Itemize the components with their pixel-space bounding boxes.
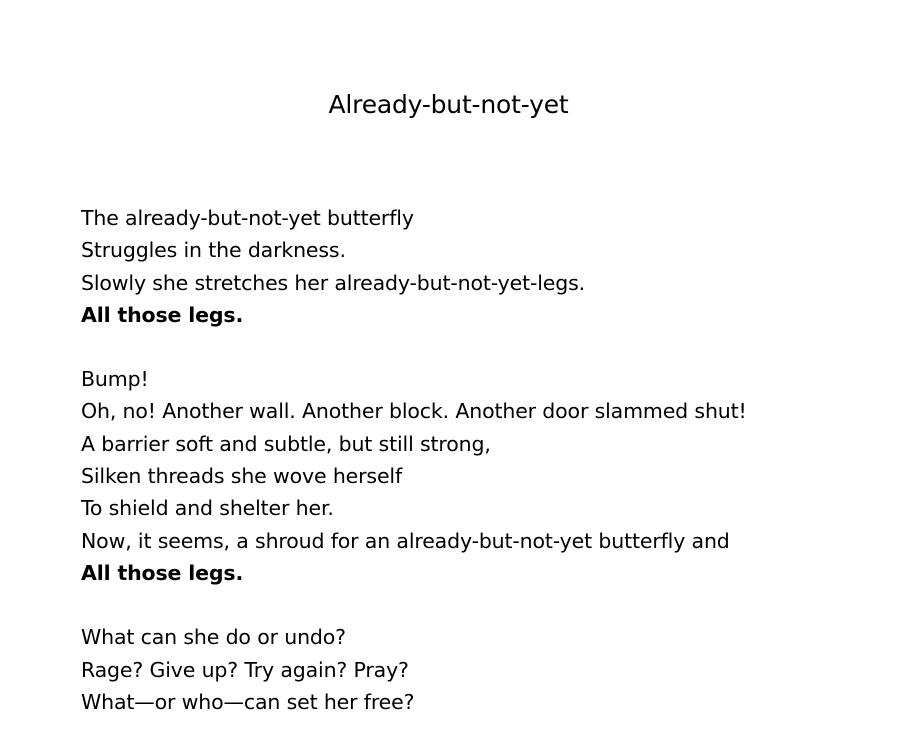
poem-line: What can she do or undo?: [81, 625, 346, 650]
poem-line: The already-but-not-yet butterfly: [81, 206, 414, 230]
poem-line: Bump!: [81, 367, 149, 392]
stanza-1: [81, 202, 881, 331]
poem-line: To shield and shelter her.: [81, 496, 334, 521]
stanza-3: [81, 621, 881, 718]
poem-line: Rage? Give up? Try again? Pray?: [81, 657, 409, 682]
stanza-2: [81, 363, 881, 589]
poem-line: Silken threads she wove herself: [81, 464, 403, 489]
poem-line: Struggles in the darkness.: [81, 238, 346, 263]
poem-line: Slowly she stretches her already-but-not-yet-legs.: [81, 270, 585, 295]
poem-line: What—or who—can set her free?: [81, 689, 415, 714]
poem-line: Oh, no! Another wall. Another block. Another door slammed shut!: [81, 399, 747, 424]
poem-line: Now, it seems, a shroud for an already-but-not-yet butterfly and: [81, 528, 730, 553]
poem-title: Already-but-not-yet: [328, 90, 569, 119]
poem-line: A barrier soft and subtle, but still strong,: [81, 431, 491, 456]
poem-refrain-line: All those legs.: [81, 302, 244, 327]
poem-refrain-line: All those legs.: [81, 560, 244, 585]
poem-body: [81, 202, 881, 750]
